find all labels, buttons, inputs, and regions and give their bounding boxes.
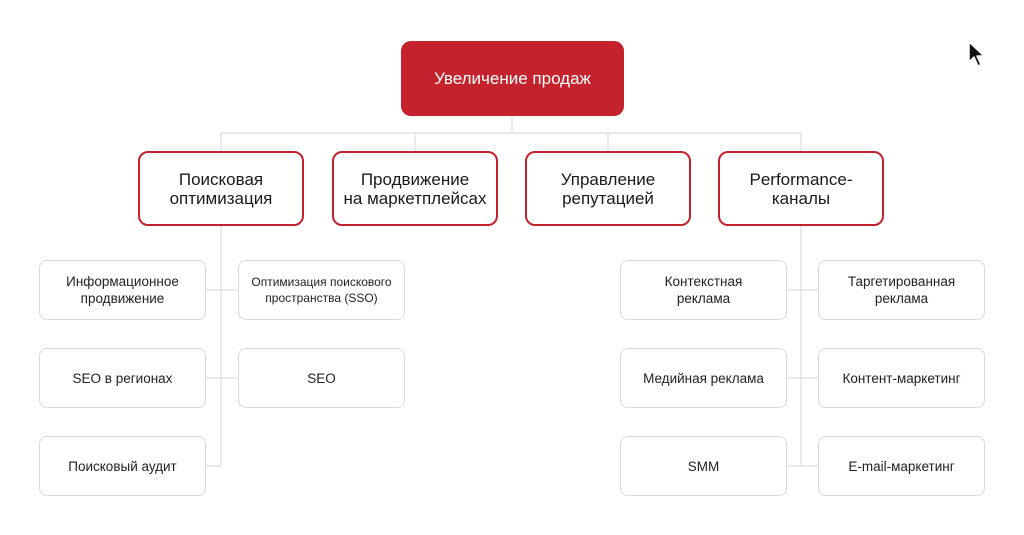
- category-label: Продвижение на маркетплейсах: [343, 169, 487, 208]
- seo-item-audit: [39, 436, 206, 496]
- perf-item-label: Контент-маркетинг: [842, 370, 961, 386]
- root-node-label: Увеличение продаж: [434, 68, 591, 88]
- seo-item-informational: [39, 260, 206, 320]
- perf-item-content: [818, 348, 985, 408]
- perf-item-smm: [620, 436, 787, 496]
- seo-item-sso: [238, 260, 405, 320]
- perf-item-label: Контекстная реклама: [664, 274, 743, 306]
- seo-item-regions: [39, 348, 206, 408]
- perf-item-label: Медийная реклама: [643, 370, 764, 386]
- category-marketplaces: [332, 151, 498, 226]
- mouse-pointer-icon: [966, 40, 988, 68]
- category-label: Управление репутацией: [560, 169, 656, 208]
- seo-item-seo: [238, 348, 405, 408]
- perf-item-media: [620, 348, 787, 408]
- seo-item-label: Поисковый аудит: [68, 458, 177, 474]
- seo-item-label: SEO: [307, 370, 336, 386]
- perf-item-label: E-mail-маркетинг: [848, 458, 955, 474]
- perf-item-contextual: [620, 260, 787, 320]
- perf-item-targeted: [818, 260, 985, 320]
- category-label: Поисковая оптимизация: [169, 169, 273, 208]
- root-node: [401, 41, 624, 116]
- category-reputation: [525, 151, 691, 226]
- seo-item-label: Оптимизация поискового пространства (SSO): [251, 275, 392, 305]
- seo-item-label: SEO в регионах: [72, 370, 173, 386]
- perf-item-label: SMM: [687, 458, 720, 474]
- category-search-optimization: [138, 151, 304, 226]
- category-label: Performance- каналы: [749, 169, 853, 208]
- category-performance: [718, 151, 884, 226]
- seo-item-label: Информационное продвижение: [66, 274, 179, 306]
- perf-item-label: Таргетированная реклама: [847, 274, 956, 306]
- perf-item-email: [818, 436, 985, 496]
